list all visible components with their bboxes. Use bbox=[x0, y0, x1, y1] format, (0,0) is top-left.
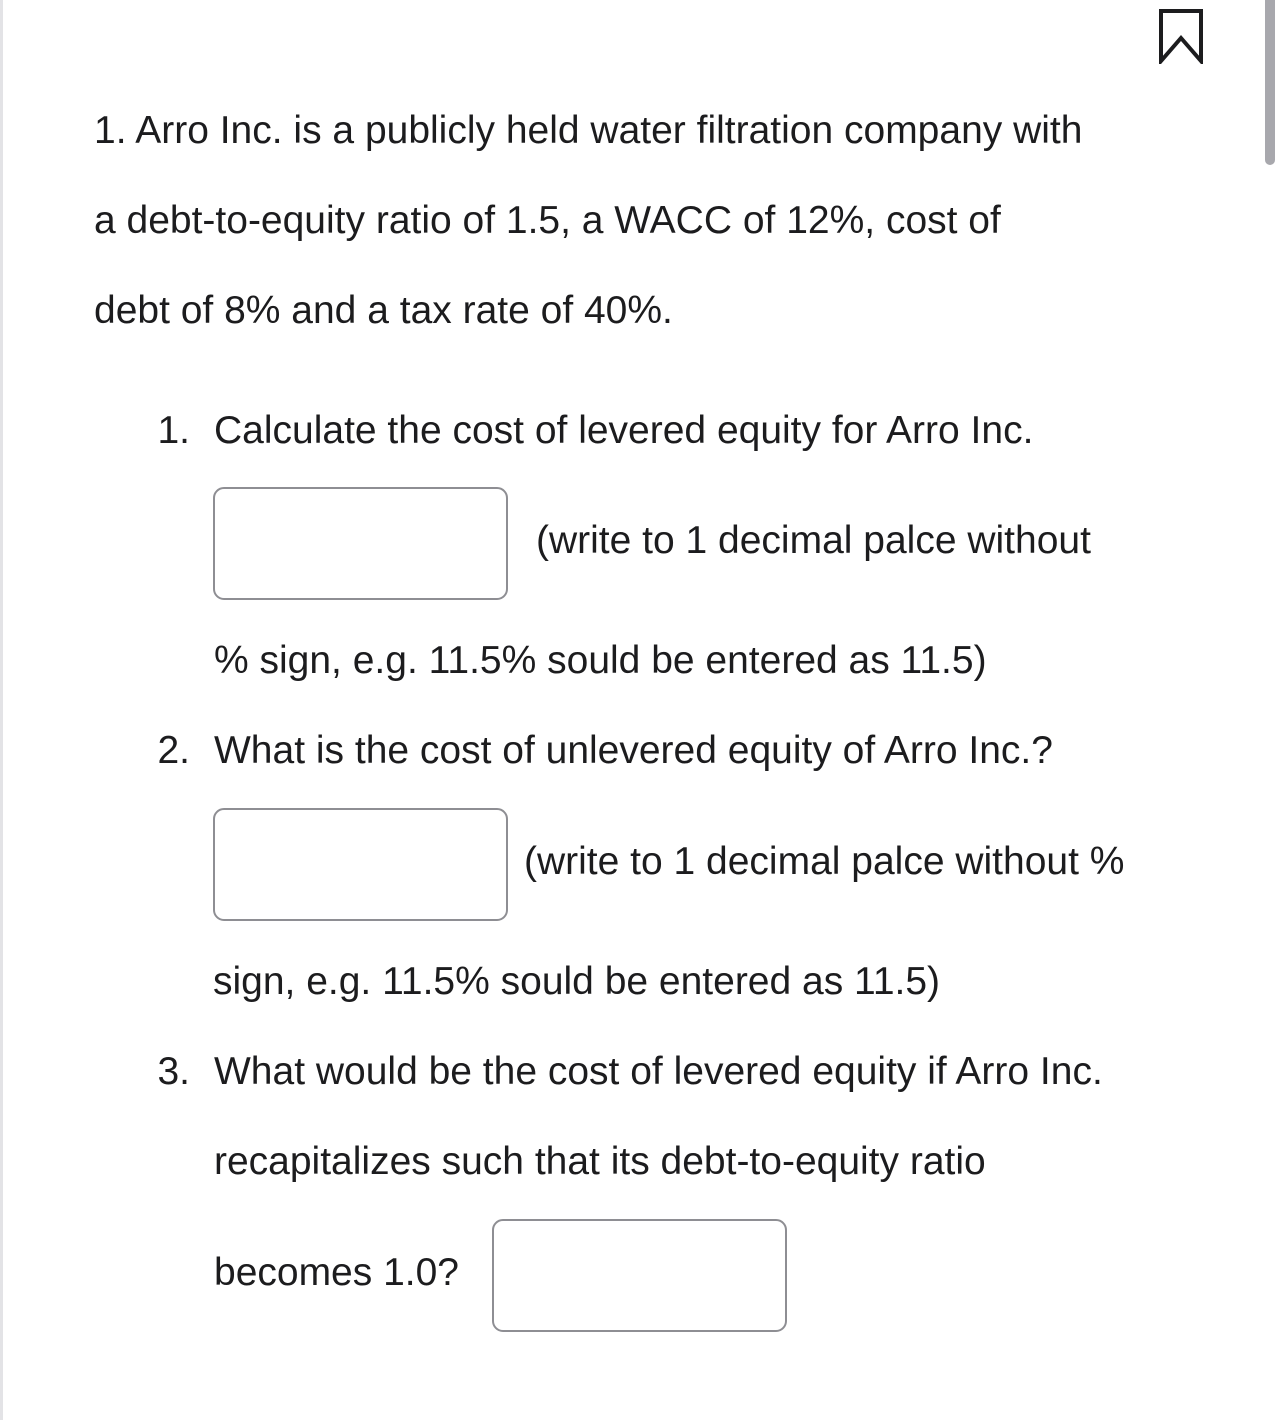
question-intro-line-2: a debt-to-equity ratio of 1.5, a WACC of 12%, cost of bbox=[94, 199, 1001, 242]
part-2-hint-line-1: (write to 1 decimal palce without % bbox=[524, 840, 1125, 883]
part-1-prompt: Calculate the cost of levered equity for Arro Inc. bbox=[214, 409, 1034, 452]
question-intro-line-3: debt of 8% and a tax rate of 40%. bbox=[94, 289, 673, 332]
part-2-prompt: What is the cost of unlevered equity of Arro Inc.? bbox=[214, 729, 1053, 772]
part-3-prompt-line-1: What would be the cost of levered equity if Arro Inc. bbox=[214, 1050, 1103, 1093]
question-intro-line-1: 1. Arro Inc. is a publicly held water filtration company with bbox=[94, 109, 1083, 152]
left-border bbox=[0, 0, 3, 1420]
scrollbar[interactable] bbox=[1265, 0, 1275, 165]
bookmark-icon[interactable] bbox=[1158, 8, 1204, 64]
part-1-number: 1. bbox=[157, 409, 190, 452]
part-1-hint-line-2: % sign, e.g. 11.5% sould be entered as 11.5) bbox=[214, 639, 987, 682]
part-1-answer-input[interactable] bbox=[213, 487, 508, 600]
part-3-prompt-line-3: becomes 1.0? bbox=[214, 1251, 459, 1294]
part-3-answer-input[interactable] bbox=[492, 1219, 787, 1332]
part-1-hint-line-1: (write to 1 decimal palce without bbox=[536, 519, 1091, 562]
part-3-number: 3. bbox=[157, 1050, 190, 1093]
part-2-hint-line-2: sign, e.g. 11.5% sould be entered as 11.5) bbox=[213, 960, 941, 1003]
part-3-prompt-line-2: recapitalizes such that its debt-to-equity ratio bbox=[214, 1140, 986, 1183]
part-2-answer-input[interactable] bbox=[213, 808, 508, 921]
part-2-number: 2. bbox=[157, 729, 190, 772]
